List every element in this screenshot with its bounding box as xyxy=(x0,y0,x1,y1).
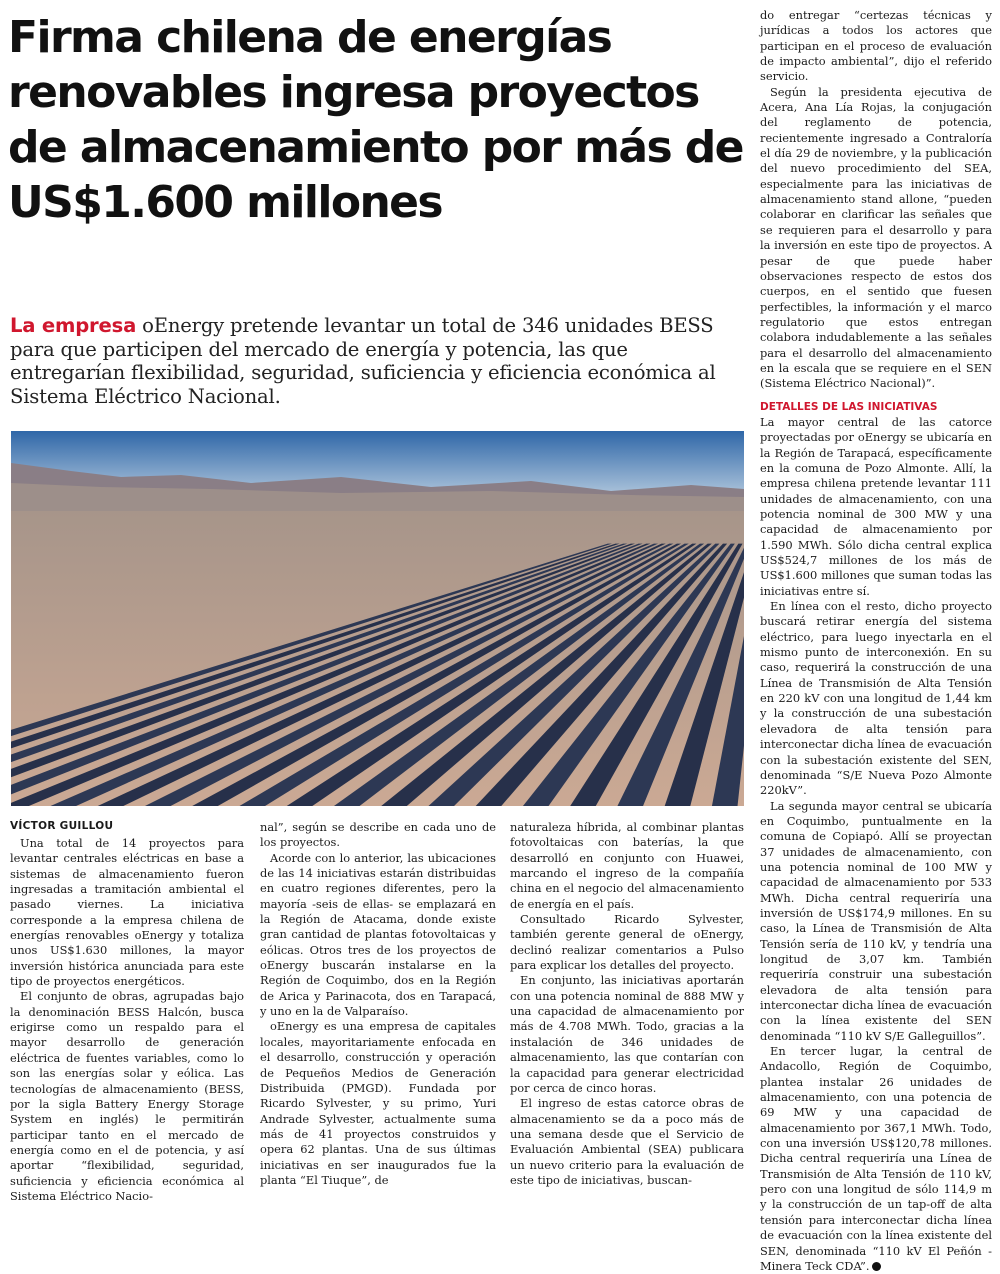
paragraph: do entregar “certezas técnicas y jurídicas a todos los actores que participan en el proceso de evaluación de impacto ambiental”, dijo el referido servicio. xyxy=(760,8,992,84)
paragraph: Consultado Ricardo Sylvester, también gerente general de oEnergy, declinó realizar comentarios a Pulso para explicar los detalles del proyecto. xyxy=(510,912,744,973)
section-subhead: DETALLES DE LAS INICIATIVAS xyxy=(760,400,938,413)
paragraph xyxy=(760,1044,992,1274)
column-1 xyxy=(10,836,244,1204)
solar-farm-image xyxy=(11,431,744,806)
column-3 xyxy=(510,820,744,1188)
paragraph: La mayor central de las catorce proyectadas por oEnergy se ubicaría en la Región de Tarapacá, específicamente en la comuna de Pozo Almonte. Allí, la empresa chilena pretende levantar 111 unidades de almacenamiento, con una potencia nominal de 300 MW y una capacidad de almacenamiento por 1.590 MWh. Sólo dicha central explica US$524,7 millones de los más de US$1.600 millones que suman todas las iniciativas entre sí. xyxy=(760,414,992,598)
paragraph: El ingreso de estas catorce obras de almacenamiento se da a poco más de una semana desde que el Servicio de Evaluación Ambiental (SEA) publicara un nuevo criterio para la evaluación de este tipo de iniciativas, buscan- xyxy=(510,1096,744,1187)
paragraph: La segunda mayor central se ubicaría en Coquimbo, puntualmente en la comuna de Copiapó. Allí se proyectan 37 unidades de almacenamiento, con una potencia nominal de 100 MW y capacidad de almacenamiento por 533 MWh. Dicha central requeriría una inversión de US$174,9 millones. En su caso, la Línea de Transmisión de Alta Tensión sería de 110 kV, y tendría una longitud de 3,07 km. También requeriría construir una subestación elevadora de alta tensión para interconectar dicha línea de evacuación con la línea existente del SEN denominada “110 kV S/E Galleguillos”. xyxy=(760,798,992,1043)
end-mark-icon xyxy=(872,1262,881,1271)
paragraph-text: En tercer lugar, la central de Andacollo, Región de Coquimbo, plantea instalar 26 unidades de almacenamiento, con una potencia de 69 MW y una capacidad de almacenamiento por 367,1 MWh. Todo, con una inversión US$120,78 millones. Dicha central requeriría una Línea de Transmisión de Alta Tensión de 110 kV, pero con una longitud de sólo 114,9 m y la construcción de un tap-off de alta tensión para interconectar dicha línea de evacuación con la línea existente del SEN, denominada “110 kV El Peñón - Minera Teck CDA”. xyxy=(760,1044,992,1273)
paragraph: En línea con el resto, dicho proyecto buscará retirar energía del sistema eléctrico, para luego inyectarla en el mismo punto de interconexión. En su caso, requerirá la construcción de una Línea de Transmisión de Alta Tensión en 220 kV con una longitud de 1,44 km y la construcción de una subestación elevadora de alta tensión para interconectar dicha línea de evacuación con la subestación existente del SEN, denominada “S/E Nueva Pozo Almonte 220kV”. xyxy=(760,599,992,798)
headline: Firma chilena de energías renovables ingresa proyectos de almacenamiento por más de US$1.600 millones xyxy=(8,12,743,228)
paragraph: Según la presidenta ejecutiva de Acera, Ana Lía Rojas, la conjugación del reglamento de potencia, recientemente ingresado a Contraloría el día 29 de noviembre, y la publicación del nuevo procedimiento del SEA, especialmente para las iniciativas de almacenamiento stand allone, “pueden colaborar en clarificar las señales que se requieren para el desarrollo y para la inversión en este tipo de proyectos. A pesar de que puede haber observaciones respecto de estos dos cuerpos, en el sentido que fuesen perfectibles, la información y el marco regulatorio que estos entregan colabora indudablemente a las señales para el desarrollo del almacenamiento en la escala que se requiere en el SEN (Sistema Eléctrico Nacional)”. xyxy=(760,84,992,391)
column-4 xyxy=(760,8,992,1274)
byline: VÍCTOR GUILLOU xyxy=(10,820,114,832)
paragraph: oEnergy es una empresa de capitales locales, mayoritariamente enfocada en el desarrollo, construcción y operación de Pequeños Medios de Generación Distribuida (PMGD). Fundada por Ricardo Sylvester, y su primo, Yuri Andrade Sylvester, actualmente suma más de 41 proyectos construidos y opera 62 plantas. Una de sus últimas iniciativas en ser inaugurados fue la planta “El Tiuque”, de xyxy=(260,1019,496,1187)
paragraph: El conjunto de obras, agrupadas bajo la denominación BESS Halcón, busca erigirse como un respaldo para el mayor desarrollo de generación eléctrica de fuentes variables, como lo son las energías solar y eólica. Las tecnologías de almacenamiento (BESS, por la sigla Battery Energy Storage System en inglés) le permitirán participar tanto en el mercado de energía como en el de potencia, y así aportar “flexibilidad, seguridad, suficiencia y eficiencia económica al Sistema Eléctrico Nacio- xyxy=(10,989,244,1203)
paragraph: Una total de 14 proyectos para levantar centrales eléctricas en base a sistemas de almacenamiento fueron ingresadas a tramitación ambiental el pasado viernes. La iniciativa corresponde a la empresa chilena de energías renovables oEnergy y totaliza unos US$1.630 millones, la mayor inversión histórica anunciada para este tipo de proyectos energéticos. xyxy=(10,836,244,989)
lead-paragraph xyxy=(10,314,742,408)
paragraph: naturaleza híbrida, al combinar plantas fotovoltaicas con baterías, la que desarrolló en conjunto con Huawei, marcando el ingreso de la compañía china en el negocio del almacenamiento de energía en el país. xyxy=(510,820,744,911)
paragraph: Acorde con lo anterior, las ubicaciones de las 14 iniciativas estarán distribuidas en cuatro regiones diferentes, pero la mayoría -seis de ellas- se emplazará en la Región de Atacama, donde existe gran cantidad de plantas fotovoltaicas y eólicas. Otros tres de los proyectos de oEnergy buscarán instalarse en la Región de Coquimbo, dos en la Región de Arica y Parinacota, dos en Tarapacá, y uno en la de Valparaíso. xyxy=(260,850,496,1019)
column-2 xyxy=(260,820,496,1188)
lead-kicker: La empresa xyxy=(10,314,137,337)
article-photo xyxy=(11,431,744,806)
paragraph: nal”, según se describe en cada uno de los proyectos. xyxy=(260,820,496,850)
paragraph: En conjunto, las iniciativas aportarán con una potencia nominal de 888 MW y una capacidad de almacenamiento por más de 4.708 MWh. Todo, gracias a la instalación de 346 unidades de almacenamiento, las que contarían con la capacidad para generar electricidad por cerca de cinco horas. xyxy=(510,973,744,1095)
lead-text: oEnergy pretende levantar un total de 346 unidades BESS para que participen del mercado de energía y potencia, las que entregarían flexibilidad, seguridad, suficiencia y eficiencia económica al Sistema Eléctrico Nacional. xyxy=(10,314,716,408)
